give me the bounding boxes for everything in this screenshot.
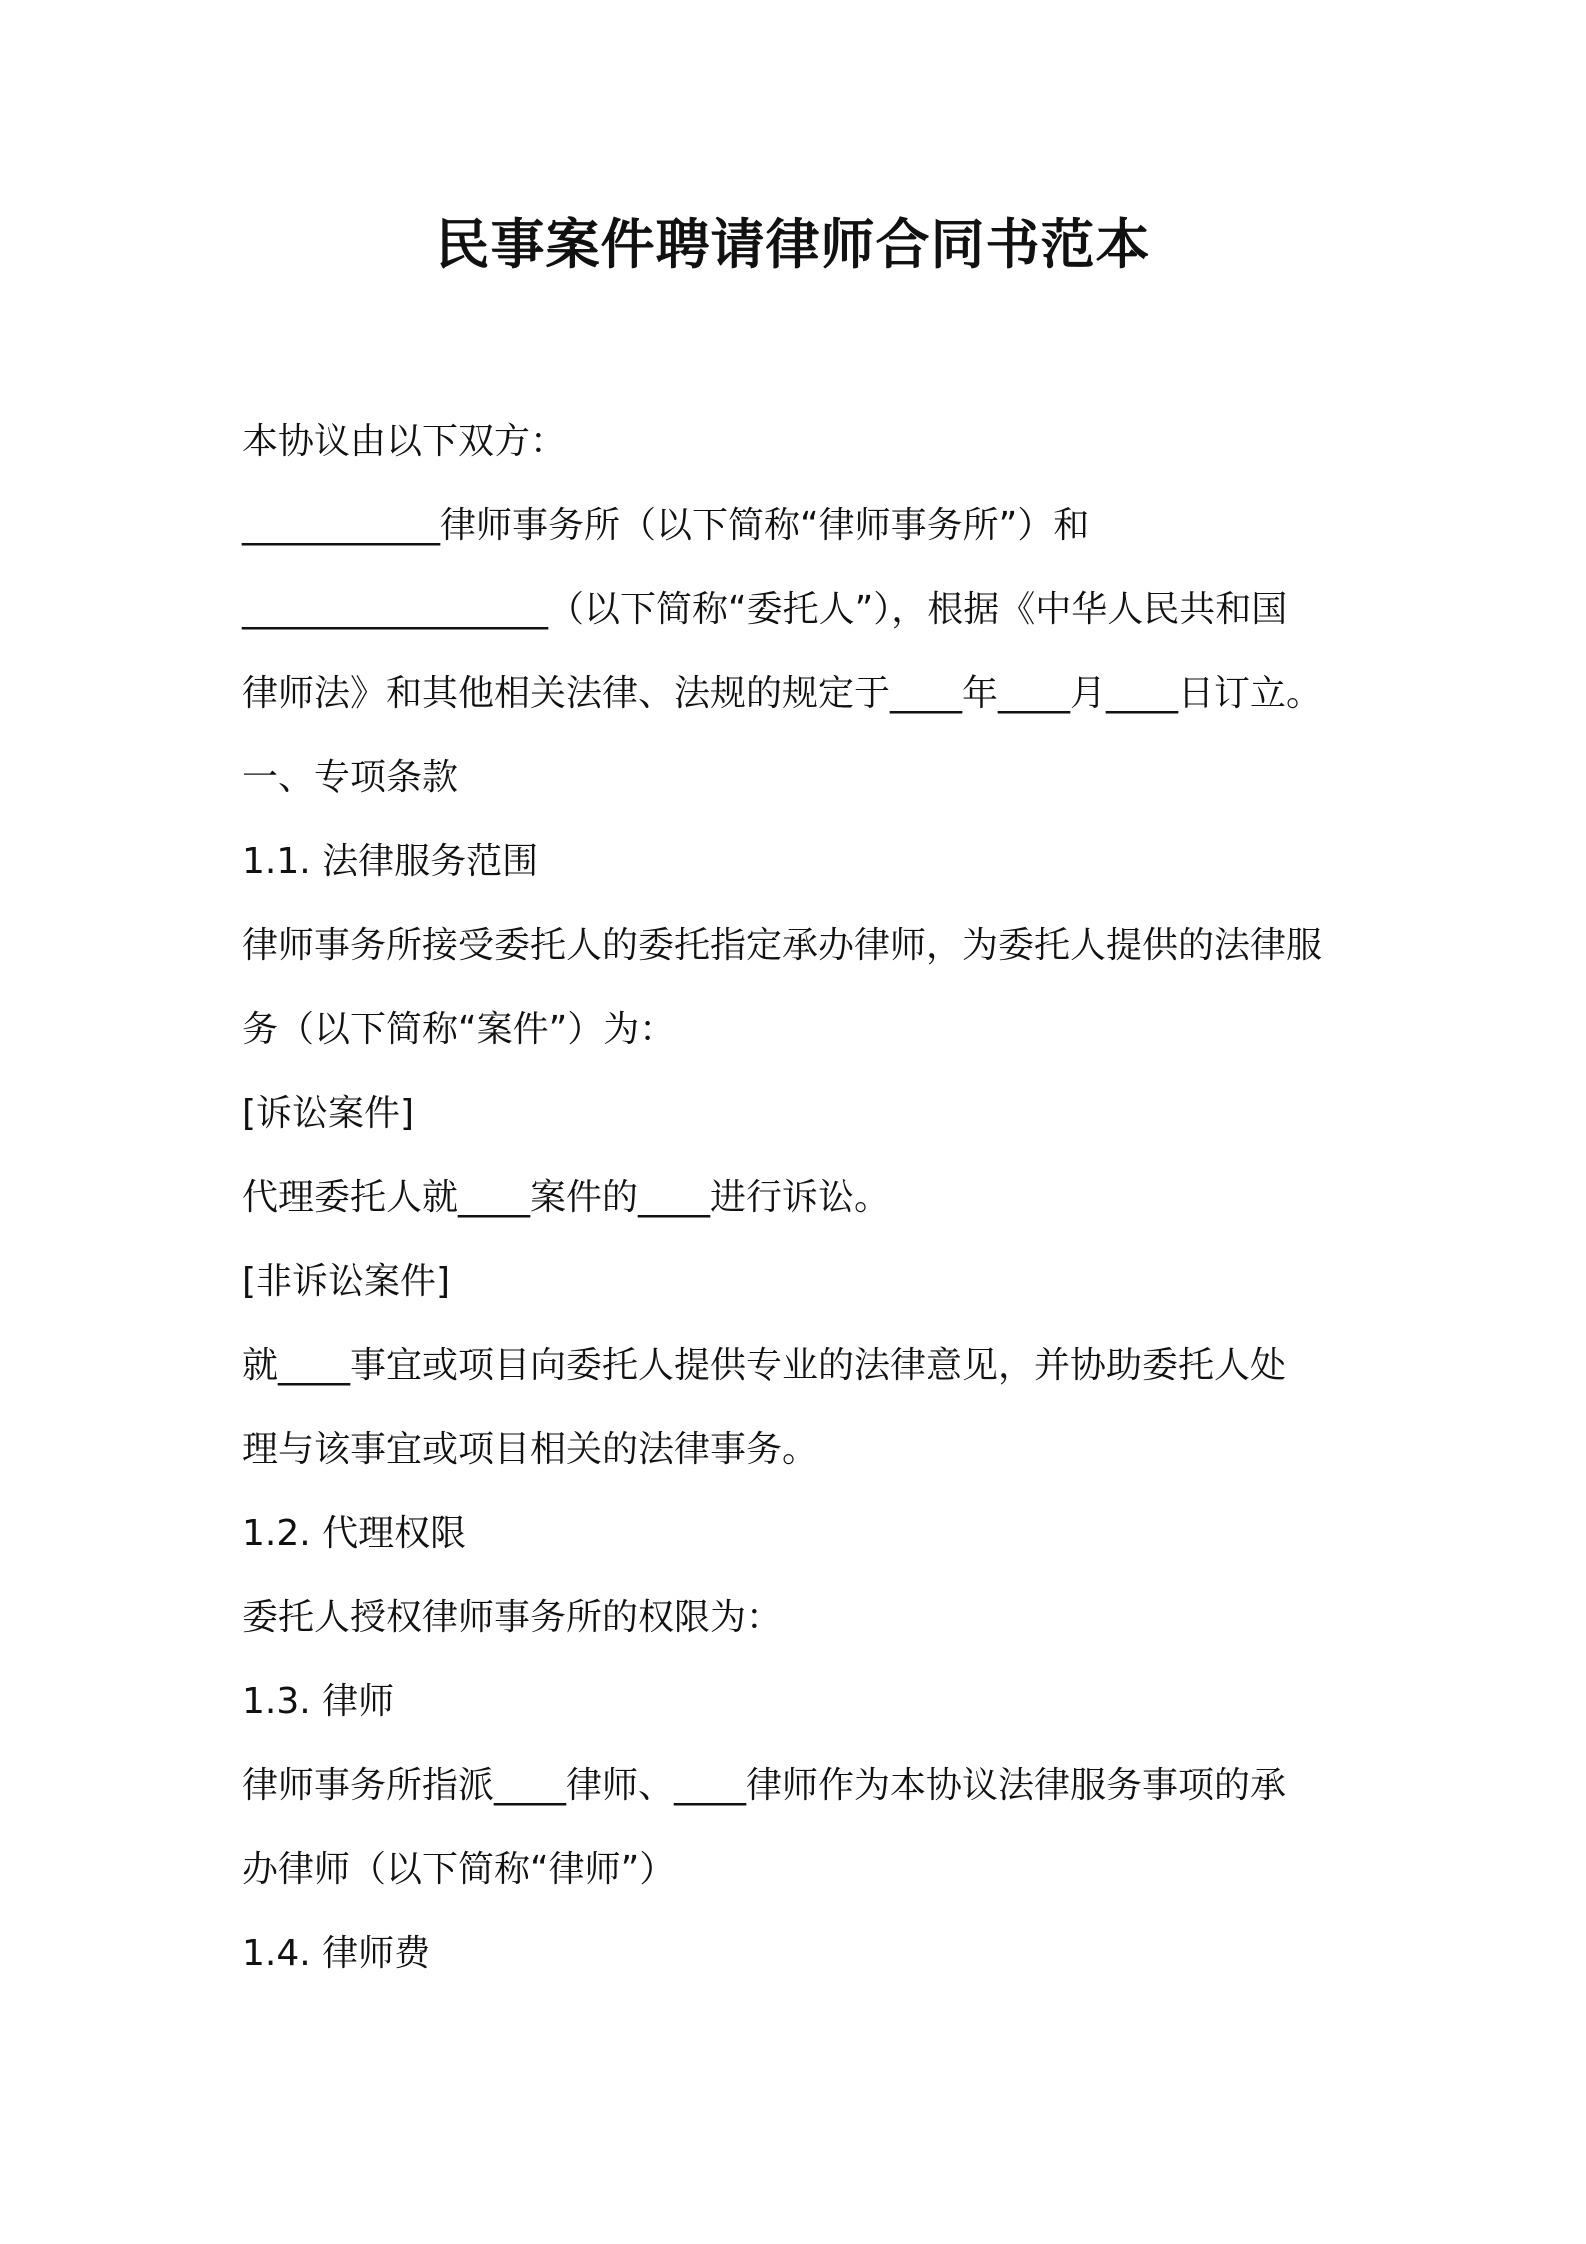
non-litigation-line-2: 理与该事宜或项目相关的法律事务。: [242, 1429, 819, 1470]
law-firm-line: ___________律师事务所（以下简称“律师事务所”）和: [242, 505, 1090, 546]
non-litigation-case-label: [非诉讼案件]: [242, 1261, 451, 1302]
document-body: [242, 400, 1362, 1996]
litigation-case-label: [诉讼案件]: [242, 1093, 415, 1134]
client-line: _________________（以下简称“委托人”），根据《中华人民共和国: [242, 589, 1288, 630]
section-heading: 一、专项条款: [242, 757, 459, 798]
authority-line: 委托人授权律师事务所的权限为：: [242, 1597, 783, 1638]
clause-heading-1-3: 1.3. 律师: [242, 1681, 395, 1722]
clause-heading-1-1: 1.1. 法律服务范围: [242, 841, 539, 882]
clause-heading-1-4: 1.4. 律师费: [242, 1933, 431, 1974]
lawyer-line-2: 办律师（以下简称“律师”）: [242, 1849, 676, 1890]
clause-heading-1-2: 1.2. 代理权限: [242, 1513, 467, 1554]
legal-basis-line: 律师法》和其他相关法律、法规的规定于____年____月____日订立。: [242, 673, 1323, 714]
service-scope-line-1: 律师事务所接受委托人的委托指定承办律师，为委托人提供的法律服: [242, 925, 1323, 966]
parties-intro-line: 本协议由以下双方：: [242, 421, 567, 462]
non-litigation-line-1: 就____事宜或项目向委托人提供专业的法律意见，并协助委托人处: [242, 1345, 1287, 1386]
document-title: 民事案件聘请律师合同书范本: [435, 213, 1151, 276]
service-scope-line-2: 务（以下简称“案件”）为：: [242, 1009, 676, 1050]
litigation-case-line: 代理委托人就____案件的____进行诉讼。: [242, 1177, 891, 1218]
lawyer-line-1: 律师事务所指派____律师、____律师作为本协议法律服务事项的承: [242, 1765, 1287, 1806]
